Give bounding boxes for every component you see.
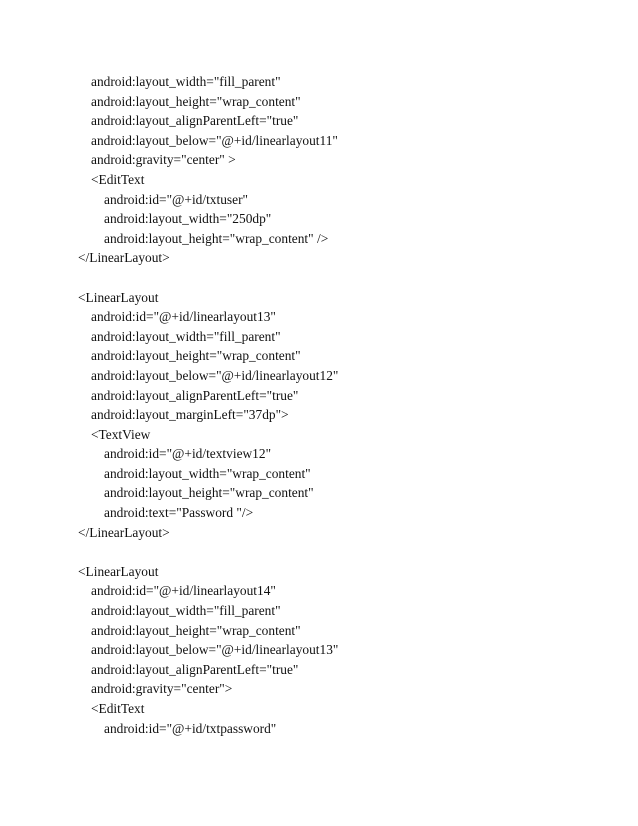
code-line: android:layout_width="wrap_content" <box>104 465 311 481</box>
code-line: android:text="Password "/> <box>104 505 254 521</box>
code-line: android:layout_width="250dp" <box>104 211 272 227</box>
code-line: </LinearLayout> <box>78 524 170 540</box>
code-line: android:layout_height="wrap_content" /> <box>104 230 329 246</box>
code-line: android:layout_height="wrap_content" <box>91 348 301 364</box>
code-line: </LinearLayout> <box>78 250 170 266</box>
code-line: <TextView <box>91 426 151 442</box>
xml-code-listing <box>78 72 338 738</box>
code-line: android:layout_height="wrap_content" <box>91 622 301 638</box>
code-line: <LinearLayout <box>78 563 159 579</box>
code-line: <EditText <box>91 171 145 187</box>
blank-line <box>78 268 338 288</box>
code-line: android:id="@+id/linearlayout14" <box>91 583 276 599</box>
code-line: <EditText <box>91 701 145 716</box>
code-line: android:layout_height="wrap_content" <box>91 93 301 109</box>
code-line: android:layout_width="fill_parent" <box>91 74 281 89</box>
code-line: android:gravity="center" > <box>91 152 236 168</box>
code-line: android:layout_alignParentLeft="true" <box>91 113 299 129</box>
code-line: android:layout_width="fill_parent" <box>91 603 281 619</box>
code-line: android:layout_below="@+id/linearlayout11" <box>91 132 338 148</box>
code-line: android:id="@+id/txtuser" <box>104 191 248 207</box>
code-line: android:id="@+id/textview12" <box>104 446 272 462</box>
code-line: <LinearLayout <box>78 289 159 305</box>
code-line: android:layout_width="fill_parent" <box>91 328 281 344</box>
code-line: android:id="@+id/linearlayout13" <box>91 309 276 325</box>
code-line: android:layout_below="@+id/linearlayout12" <box>91 367 339 383</box>
blank-line <box>78 542 338 562</box>
code-line: android:layout_height="wrap_content" <box>104 485 314 501</box>
code-line: android:gravity="center"> <box>91 681 233 697</box>
code-line: android:layout_below="@+id/linearlayout13" <box>91 642 339 658</box>
code-line: android:id="@+id/txtpassword" <box>104 720 277 736</box>
code-line: android:layout_marginLeft="37dp"> <box>91 407 289 423</box>
code-line: android:layout_alignParentLeft="true" <box>91 661 299 677</box>
code-line: android:layout_alignParentLeft="true" <box>91 387 299 403</box>
